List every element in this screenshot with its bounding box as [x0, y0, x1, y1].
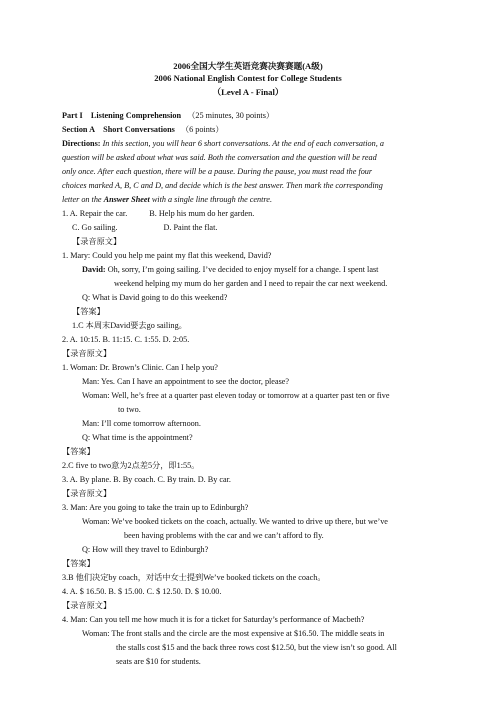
q1-script-line-1: 1. Mary: Could you help me paint my flat this weekend, David? [62, 251, 272, 260]
directions-line-3: only once. After each question, there will be a pause. During the pause, you must read the four [62, 167, 373, 176]
q2-script-line-2: Man: Yes. Can I have an appointment to see the doctor, please? [82, 377, 290, 386]
q4-script-line-1: 4. Man: Can you tell me how much it is for a ticket for Saturday’s performance of Macbeth? [62, 615, 365, 624]
section-label: Section A [62, 125, 95, 134]
q4-script-label: 【录音原文】 [62, 601, 112, 610]
q2-script-line-1 [62, 364, 218, 372]
q2-answer: 2.C five to two意为2点差5分，即1:55。 [62, 461, 200, 470]
q3-script-line-1: 3. Man: Are you going to take the train up to Edinburgh? [62, 503, 249, 512]
q2-question: Q: What time is the appointment? [82, 433, 193, 442]
q1-speaker-david: David: [82, 265, 106, 274]
q3-answer: 3.B 他们决定by coach，对话中女士提到We’ve booked tickets on the coach。 [62, 573, 326, 582]
section-points: （6 points） [180, 125, 224, 134]
q1-answer-label: 【答案】 [72, 307, 105, 316]
section-heading [62, 126, 224, 134]
q2-script-line-4: to two. [118, 405, 141, 414]
q4-script-line-4: seats are $10 for students. [116, 657, 201, 666]
q3-script-line-3: been having problems with the car and we can’t afford to fly. [124, 531, 324, 540]
q3-answer-label: 【答案】 [62, 559, 95, 568]
q1-script-line-3: weekend helping my mum do her garden and I need to repair the car next weekend. [114, 279, 388, 288]
level-label: （Level A - Final） [212, 87, 284, 97]
directions-line-1 [62, 140, 384, 148]
q2-script-label: 【录音原文】 [62, 349, 112, 358]
part-label: Part I [62, 111, 83, 120]
directions-line-2: question will be asked about what was said. Both the conversation and the question will be read [62, 153, 377, 162]
q4-options: 4. A. $ 16.50. B. $ 15.00. C. $ 12.50. D. $ 10.00. [62, 587, 222, 596]
q2-options: 2. A. 10:15. B. 11:15. C. 1:55. D. 2:05. [62, 335, 190, 344]
directions-label: Directions: [62, 139, 101, 148]
part-heading [62, 112, 274, 120]
q1-options-ab [62, 210, 254, 218]
q1-options-cd [72, 224, 217, 232]
title-cn: 2006全国大学生英语竞赛决赛赛题(A级) [173, 61, 323, 71]
q1-option-a: 1. A. Repair the car. [62, 209, 128, 218]
directions-text-5c: with a single line through the centre. [149, 195, 272, 204]
part-name: Listening Comprehension [90, 111, 182, 120]
q4-script-line-2: Woman: The front stalls and the circle are the most expensive at $16.50. The middle seats in [82, 629, 385, 638]
q1-answer: 1.C 本周末David要去go sailing。 [72, 321, 187, 330]
title-en: 2006 National English Contest for College Students [154, 73, 342, 83]
directions-text-1: In this section, you will hear 6 short conversations. At the end of each conversation, a [100, 139, 384, 148]
q2-speaker-woman: 1. Woman: [62, 363, 98, 372]
q1-question: Q: What is David going to do this weekend? [82, 293, 228, 302]
q1-script-line-2 [82, 266, 378, 274]
q1-script-label: 【录音原文】 [72, 237, 122, 246]
q1-option-c: C. Go sailing. [72, 223, 118, 232]
q4-script-line-3: the stalls cost $15 and the back three rows cost $12.50, but the view isn’t so good. All [116, 643, 397, 652]
answer-sheet-label: Answer Sheet [103, 195, 150, 204]
q3-script-line-2: Woman: We’ve booked tickets on the coach, actually. We wanted to drive up there, but we’ve [82, 517, 388, 526]
q1-option-b: B. Help his mum do her garden. [149, 209, 255, 218]
directions-line-5 [62, 196, 272, 204]
q2-woman-text: Dr. Brown’s Clinic. Can I help you? [97, 363, 218, 372]
q2-script-line-3: Woman: Well, he’s free at a quarter past eleven today or tomorrow at a quarter past ten or five [82, 391, 390, 400]
section-name: Short Conversations [103, 125, 175, 134]
q2-script-line-5: Man: I’ll come tomorrow afternoon. [82, 419, 201, 428]
q2-answer-label: 【答案】 [62, 447, 95, 456]
directions-text-5a: letter on the [62, 195, 104, 204]
q1-option-d: D. Paint the flat. [163, 223, 218, 232]
q3-options: 3. A. By plane. B. By coach. C. By train. D. By car. [62, 475, 231, 484]
q3-script-label: 【录音原文】 [62, 489, 112, 498]
directions-line-4: choices marked A, B, C and D, and decide which is the best answer. Then mark the corresponding [62, 181, 383, 190]
part-time: （25 minutes, 30 points） [187, 111, 275, 120]
q1-david-text: Oh, sorry, I’m going sailing. I’ve decided to enjoy myself for a change. I spent last [105, 265, 379, 274]
q3-question: Q: How will they travel to Edinburgh? [82, 545, 209, 554]
